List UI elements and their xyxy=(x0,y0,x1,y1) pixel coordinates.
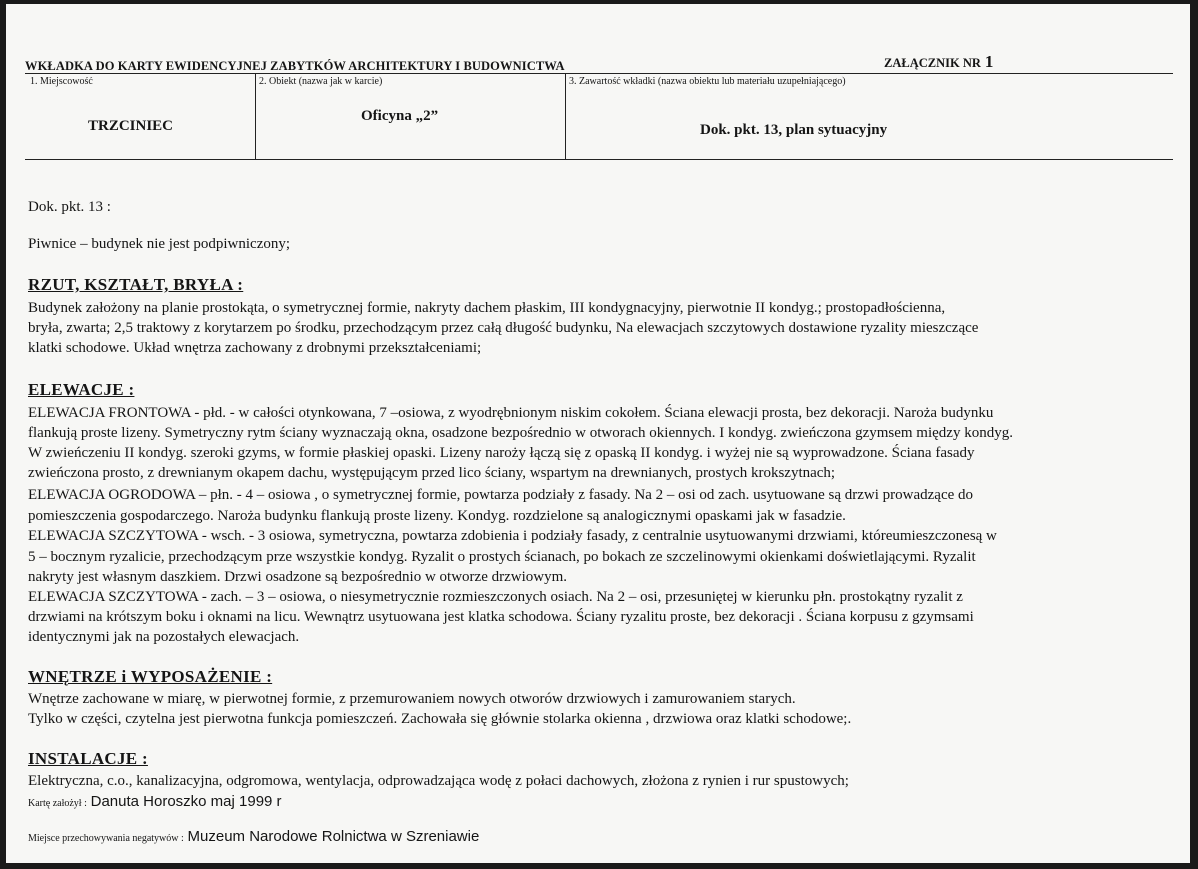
object-value: Oficyna „2” xyxy=(361,108,439,124)
section-heading-installations: INSTALACJE : xyxy=(28,749,148,768)
installations-text-line: Elektryczna, c.o., kanalizacyjna, odgromowa, wentylacja, odprowadzająca wodę z połaci dachowych, złożona z rynien i rur spustowych; xyxy=(28,773,849,789)
section-heading-plan: RZUT, KSZTAŁT, BRYŁA : xyxy=(28,275,244,294)
plan-text-line: Budynek założony na planie prostokąta, o symetrycznej formie, nakryty dachem płaskim, III kondygnacyjny, pierwotnie II kondyg.; prostopadłościenna, xyxy=(28,300,946,316)
author-line xyxy=(28,792,282,814)
cell-divider-1 xyxy=(255,73,256,160)
annex-label-text: ZAŁĄCZNIK NR xyxy=(884,56,981,70)
document-page xyxy=(6,4,1190,863)
elevations-text-line: ELEWACJA SZCZYTOWA - zach. – 3 – osiowa, o niesymetrycznie rozmieszczonych osiach. Na 2 – osi, przesuniętej w kierunku płn. prostokątny ryzalit z xyxy=(28,589,963,605)
elevations-text-line: 5 – bocznym ryzalicie, przechodzącym prze wszystkie kondyg. Ryzalit o prostych ścianach, po bokach ze szczelinowymi okienkami doświetlającymi. Ryzalit xyxy=(28,549,976,565)
author-label: Kartę założył : xyxy=(28,798,87,809)
doc-reference: Dok. pkt. 13 : xyxy=(28,199,111,215)
section-heading-elevations: ELEWACJE : xyxy=(28,380,135,399)
elevations-text-line: W zwieńczeniu II kondyg. szeroki gzyms, w formie płaskiej opaski. Lizeny naroży łączą się z opaską II kondyg. i wyżej nie są wyprowadzone. Ściana fasady xyxy=(28,445,975,461)
storage-label: Miejsce przechowywania negatywów : xyxy=(28,833,184,844)
elevations-text-line: flankują proste lizeny. Symetryczny rytm ściany wyznaczają okna, osadzone bezpośrednio w otworach okiennych. I kondyg. zwieńczona gzymsem między kondyg. xyxy=(28,425,1013,441)
header-bottom-rule xyxy=(25,159,1173,160)
elevations-text-line: ELEWACJA FRONTOWA - płd. - w całości otynkowana, 7 –osiowa, z wyodrębnionym niskim cokołem. Ściana elewacji prosta, bez dekoracji. Naroża budynku xyxy=(28,405,994,421)
elevations-text-line: pomieszczenia gospodarczego. Naroża budynku flankują proste lizeny. Kondyg. rozdzielone są analogicznymi opaskami jak w fasadzie. xyxy=(28,508,846,524)
annex-number: 1 xyxy=(984,52,994,71)
locality-label: 1. Miejscowość xyxy=(30,76,93,87)
elevations-text-line: drzwiami na krótszym boku i oknami na licu. Wewnątrz usytuowana jest klatka schodowa. Ściany ryzalitu proste, bez dekoracji . Ściana korpusu z gzymsami xyxy=(28,609,974,625)
plan-text-line: bryła, zwarta; 2,5 traktowy z korytarzem po środku, przechodzącym przez całą długość budynku, Na elewacjach szczytowych dostawione ryzality mieszczące xyxy=(28,320,979,336)
cell-divider-2 xyxy=(565,73,566,160)
header-title: WKŁADKA DO KARTY EWIDENCYJNEJ ZABYTKÓW ARCHITEKTURY I BUDOWNICTWA xyxy=(25,59,565,73)
plan-text-line: klatki schodowe. Układ wnętrza zachowany z drobnymi przekształceniami; xyxy=(28,340,482,356)
interior-text-line: Tylko w części, czytelna jest pierwotna funkcja pomieszczeń. Zachowała się głównie stolarka okienna , drzwiowa oraz klatki schodowe;. xyxy=(28,711,852,727)
elevations-text-line: identycznymi jak na pozostałych elewacjach. xyxy=(28,629,300,645)
storage-value: Muzeum Narodowe Rolnictwa w Szreniawie xyxy=(187,828,480,845)
storage-line xyxy=(28,827,479,849)
elevations-text-line: ELEWACJA OGRODOWA – płn. - 4 – osiowa , o symetrycznej formie, powtarza podziały z fasady. Na 2 – osi od zach. usytuowane są drzwi prowadzące do xyxy=(28,487,974,503)
basement-note: Piwnice – budynek nie jest podpiwniczony; xyxy=(28,236,291,252)
content-value: Dok. pkt. 13, plan sytuacyjny xyxy=(700,122,888,138)
elevations-text-line: ELEWACJA SZCZYTOWA - wsch. - 3 osiowa, symetryczna, powtarza zdobienia i podziały fasady, z centralnie usytuowanymi drzwiami, któreumieszczonesą w xyxy=(28,528,997,544)
locality-value: TRZCINIEC xyxy=(88,118,174,134)
object-label: 2. Obiekt (nazwa jak w karcie) xyxy=(259,76,383,87)
author-value: Danuta Horoszko maj 1999 r xyxy=(90,793,282,810)
content-label: 3. Zawartość wkładki (nazwa obiektu lub materiału uzupełniającego) xyxy=(569,76,846,87)
elevations-text-line: nakryty jest własnym daszkiem. Drzwi osadzone są bezpośrednio w otworze drzwiowym. xyxy=(28,569,568,585)
annex-label xyxy=(884,52,993,72)
interior-text-line: Wnętrze zachowane w miarę, w pierwotnej formie, z przemurowaniem nowych otworów drzwiowych i zamurowaniem starych. xyxy=(28,691,796,707)
section-heading-interior: WNĘTRZE i WYPOSAŻENIE : xyxy=(28,667,273,686)
header-top-rule xyxy=(25,73,1173,74)
elevations-text-line: zwieńczona prosto, z drewnianym okapem dachu, występującym przed lico ściany, wspartym na drewnianych, prostych krokszytnach; xyxy=(28,465,836,481)
